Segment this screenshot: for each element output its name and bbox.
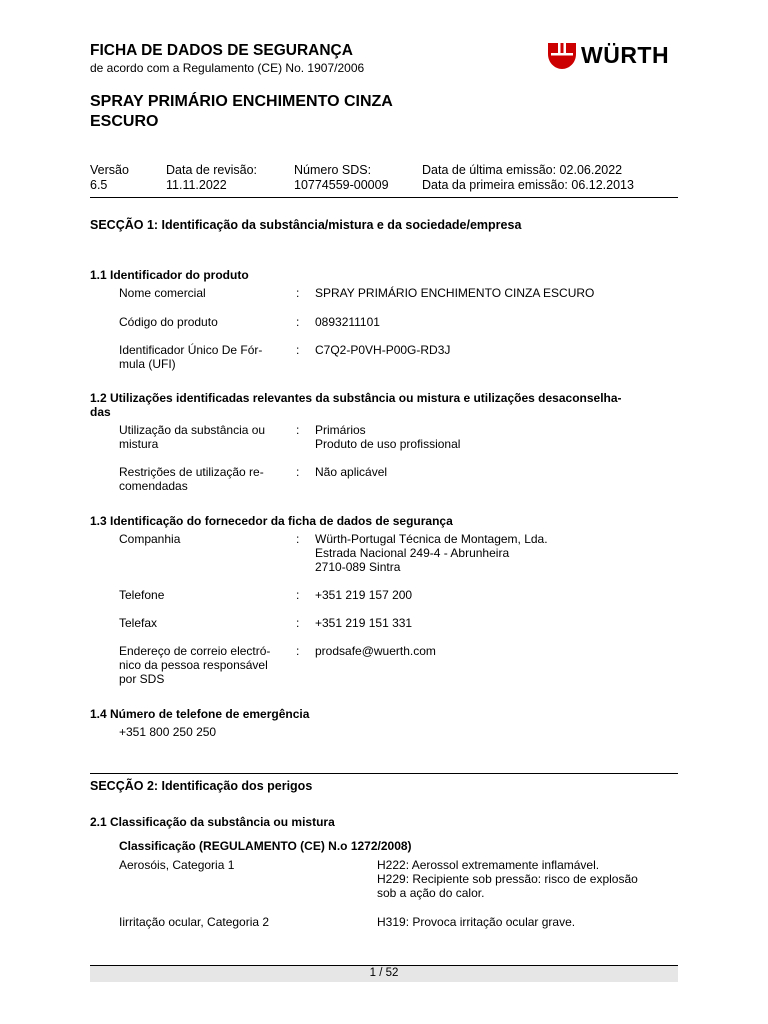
colon: : [296,532,300,546]
sds-number-value: 10774559-00009 [294,178,389,192]
company-name: Würth-Portugal Técnica de Montagem, Lda. [315,532,548,546]
restrictions-label-line-2: comendadas [119,479,188,493]
hazard-statement-h229: H229: Recipiente sob pressão: risco de explosão [377,872,638,886]
classification-title: Classificação (REGULAMENTO (CE) N.o 1272/2008) [119,839,412,853]
subsection-1-2-title-line-2: das [90,405,111,419]
colon: : [296,286,300,300]
fax-label: Telefax [119,616,158,630]
hazard-statement-h222: H222: Aerossol extremamente inflamável. [377,858,600,872]
sds-number-label: Número SDS: [294,163,372,177]
hazard-statement-h319: H319: Provoca irritação ocular grave. [377,915,576,929]
product-title-line-2: ESCURO [90,113,159,130]
email-label-line-2: nico da pessoa responsável [119,658,268,672]
product-code-label: Código do produto [119,315,218,329]
hazard-class-eye-irritation: Iirritação ocular, Categoria 2 [119,915,270,929]
company-label: Companhia [119,532,181,546]
wurth-logo-mark-icon [547,41,577,71]
use-label-line-1: Utilização da substância ou [119,423,266,437]
subsection-1-1-title: 1.1 Identificador do produto [90,268,249,282]
colon: : [296,423,300,437]
use-label-line-2: mistura [119,437,159,451]
subsection-2-1-title: 2.1 Classificação da substância ou mistura [90,815,335,829]
trade-name-value: SPRAY PRIMÁRIO ENCHIMENTO CINZA ESCURO [315,286,595,300]
wurth-logo [547,40,679,72]
phone-label: Telefone [119,588,165,602]
company-postcode: 2710-089 Sintra [315,560,401,574]
email-label-line-3: por SDS [119,672,165,686]
section-2-title: SECÇÃO 2: Identificação dos perigos [90,779,313,793]
product-code-value: 0893211101 [315,315,380,329]
fax-value: +351 219 151 331 [315,616,413,630]
divider [90,773,678,774]
restrictions-label-line-1: Restrições de utilização re- [119,465,264,479]
use-value-line-2: Produto de uso profissional [315,437,461,451]
subsection-1-3-title: 1.3 Identificação do fornecedor da ficha de dados de segurança [90,514,453,528]
subsection-1-2-title-line-1: 1.2 Utilizações identificadas relevantes da substância ou mistura e utilizações desaconselha- [90,391,622,405]
section-1-title: SECÇÃO 1: Identificação da substância/mistura e da sociedade/empresa [90,218,522,232]
divider [90,197,678,198]
company-address: Estrada Nacional 249-4 - Abrunheira [315,546,510,560]
trade-name-label: Nome comercial [119,286,206,300]
colon: : [296,644,300,658]
first-issue-date: Data da primeira emissão: 06.12.2013 [422,178,634,192]
colon: : [296,588,300,602]
version-value: 6.5 [90,178,108,192]
ufi-value: C7Q2-P0VH-P00G-RD3J [315,343,451,357]
subsection-1-4-title: 1.4 Número de telefone de emergência [90,707,310,721]
revision-label: Data de revisão: [166,163,258,177]
emergency-phone-value: +351 800 250 250 [119,725,217,739]
page-number: 1 / 52 [369,967,399,979]
ufi-label-line-1: Identificador Único De Fór- [119,343,263,357]
hazard-statement-h229-cont: sob a ação do calor. [377,886,485,900]
ufi-label-line-2: mula (UFI) [119,357,176,371]
hazard-class-aerosol: Aerosóis, Categoria 1 [119,858,235,872]
colon: : [296,616,300,630]
colon: : [296,465,300,479]
page-footer [90,965,678,982]
last-issue-date: Data de última emissão: 02.06.2022 [422,163,623,177]
email-label-line-1: Endereço de correio electró- [119,644,271,658]
email-value[interactable]: prodsafe@wuerth.com [315,644,436,658]
phone-value: +351 219 157 200 [315,588,413,602]
restrictions-value: Não aplicável [315,465,388,479]
revision-value: 11.11.2022 [166,178,227,192]
colon: : [296,343,300,357]
version-label: Versão [90,163,129,177]
logo-text: WÜRTH [581,42,670,68]
colon: : [296,315,300,329]
use-value-line-1: Primários [315,423,366,437]
document-title: FICHA DE DADOS DE SEGURANÇA [90,42,353,59]
product-title-line-1: SPRAY PRIMÁRIO ENCHIMENTO CINZA [90,93,393,110]
document-subtitle: de acordo com a Regulamento (CE) No. 1907/2006 [90,61,365,75]
